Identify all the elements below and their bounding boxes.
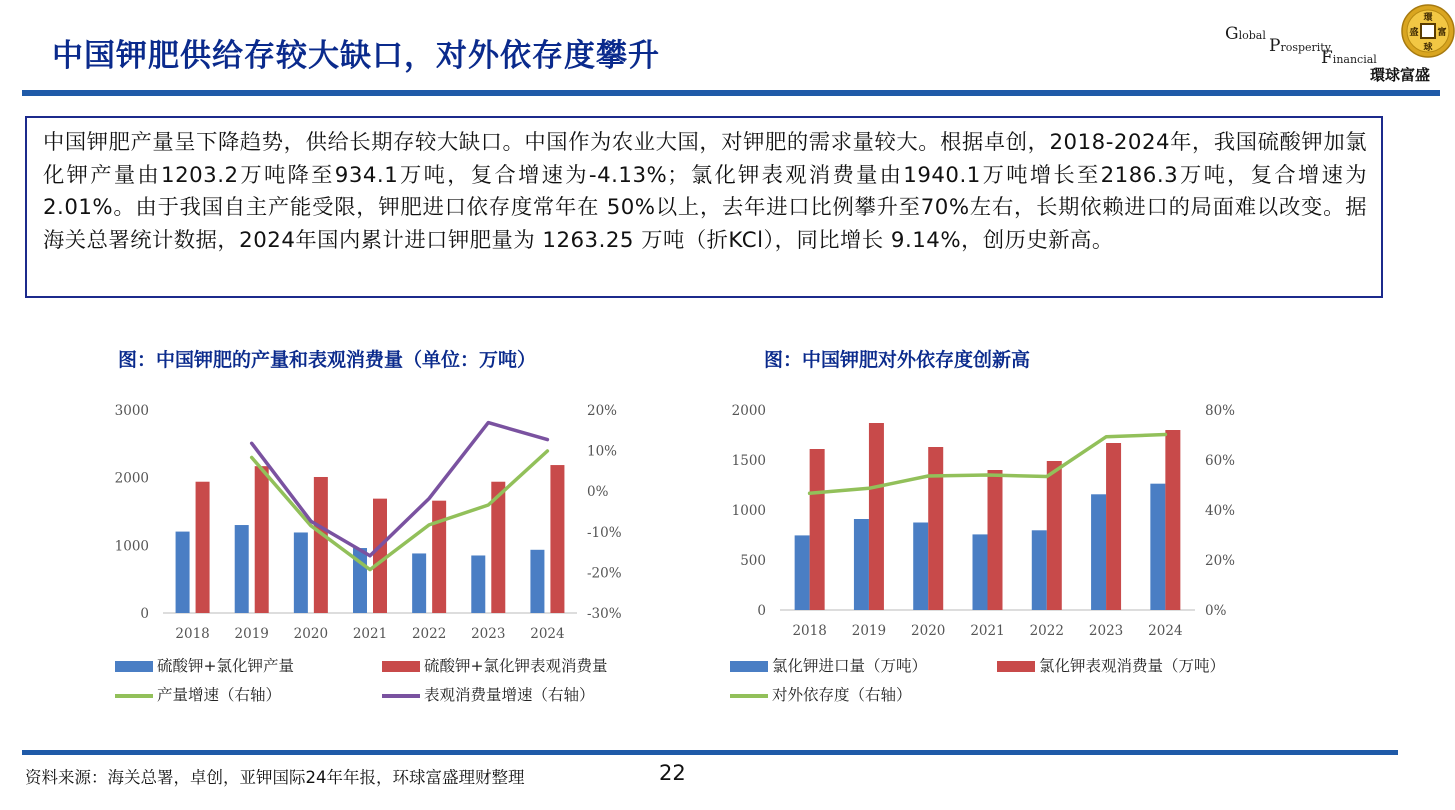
svg-text:盛: 盛: [1409, 28, 1419, 38]
chart2-bar-b: [928, 447, 943, 610]
chart2-legend: [730, 654, 1330, 709]
chart2-left-tick-label: 1500: [731, 453, 766, 469]
chart1-bar-a: [235, 525, 249, 613]
chart2-bar-b: [988, 470, 1003, 610]
chart1-legend: [115, 654, 675, 709]
chart2-title: 图：中国钾肥对外依存度创新高: [764, 349, 1031, 371]
chart1-bar-b: [432, 501, 446, 613]
chart2-bar-b: [810, 449, 825, 610]
chart1-bar-b: [373, 499, 387, 613]
chart2-left-tick-label: 0: [757, 603, 766, 619]
chart2-x-tick-label: 2024: [1148, 623, 1183, 639]
chart2-x-tick-label: 2018: [792, 623, 827, 639]
svg-text:環: 環: [1423, 13, 1433, 23]
chart2-bar-a: [913, 523, 928, 611]
chart2-bar-a: [795, 535, 810, 610]
chart1-x-tick-label: 2024: [530, 626, 565, 642]
header-divider: [22, 90, 1440, 96]
chart2-right-tick-label: 60%: [1205, 453, 1236, 469]
chart1-right-tick-label: 20%: [587, 403, 618, 419]
chart1-left-tick-label: 2000: [114, 470, 149, 487]
svg-text:富: 富: [1437, 28, 1447, 38]
source-note: 资料来源：海关总署，卓创，亚钾国际24年年报，环球富盛理财整理: [25, 768, 525, 787]
chart1-legend-production-growth: 产量增速（右轴）: [115, 683, 281, 705]
chart1-right-tick-label: -20%: [587, 565, 622, 582]
chart2-left-tick-label: 2000: [731, 403, 766, 419]
chart1-title: 图：中国钾肥的产量和表观消费量（单位：万吨）: [118, 349, 537, 371]
chart2-x-tick-label: 2020: [911, 623, 946, 639]
chart2-legend-dependency: 对外依存度（右轴）: [730, 683, 912, 705]
chart1-left-tick-label: 1000: [114, 538, 149, 555]
company-logo: Global Prosperity Financial 環 球 盛 富 環球富盛: [1225, 6, 1440, 90]
chart2-bar-b: [1165, 430, 1180, 610]
chart2-right-tick-label: 0%: [1205, 603, 1227, 619]
chart1-x-tick-label: 2022: [411, 626, 447, 642]
chart2-bar-a: [1032, 530, 1047, 610]
chart1-x-tick-label: 2020: [293, 626, 329, 642]
svg-text:球: 球: [1423, 43, 1433, 53]
chart2-bar-b: [1047, 461, 1062, 610]
chart1-right-tick-label: 0%: [587, 484, 609, 501]
chart1-x-tick-label: 2019: [234, 626, 269, 642]
chart2-x-tick-label: 2022: [1029, 623, 1064, 639]
chart2-right-tick-label: 80%: [1205, 403, 1236, 419]
chart1-x-tick-label: 2018: [175, 626, 210, 642]
chart2-x-tick-label: 2021: [970, 623, 1005, 639]
chart1-bar-b: [314, 477, 328, 613]
chart1-right-tick-label: -10%: [587, 524, 622, 541]
chart2-plot: [718, 395, 1258, 645]
chart1-left-tick-label: 3000: [114, 403, 149, 419]
chart1-bar-b: [255, 466, 269, 613]
chart2-right-tick-label: 20%: [1205, 553, 1236, 569]
chart2-bar-a: [1150, 484, 1165, 610]
footer-divider: [22, 750, 1398, 755]
chart2-left-tick-label: 500: [740, 553, 766, 569]
chart1-right-tick-label: -30%: [587, 606, 622, 622]
summary-text: 中国钾肥产量呈下降趋势，供给长期存较大缺口。中国作为农业大国，对钾肥的需求量较大。根据卓创，2018-2024年，我国硫酸钾加氯化钾产量由1203.2万吨降至934.1万吨，复合增速为-4.13%；氯化钾表观消费量由1940.1万吨增长至2186.3万吨，复合增速为2.01%。由于我国自主产能受限，钾肥进口依存度常年在 50%以上，去年进口比例攀升至70%左右，长期依赖进口的局面难以改变。据海关总署统计数据，2024年国内累计进口钾肥量为 1263.25 万吨（折KCl），同比增长 9.14%，创历史新高。: [43, 130, 1367, 253]
chart1-plot: [100, 395, 640, 645]
chart2-bar-a: [973, 534, 988, 610]
chart1-x-tick-label: 2023: [471, 626, 506, 642]
chart2-bar-a: [1091, 494, 1106, 610]
chart2-x-tick-label: 2023: [1088, 623, 1124, 639]
coin-emblem-icon: [1401, 4, 1455, 58]
chart2-legend-consumption: 氯化钾表观消费量（万吨）: [997, 654, 1225, 676]
summary-box: [25, 116, 1383, 298]
chart1-legend-consumption-growth: 表观消费量增速（右轴）: [382, 683, 595, 705]
logo-chinese-name: 環球富盛: [1369, 66, 1430, 84]
chart2-legend-imports: 氯化钾进口量（万吨）: [730, 654, 927, 676]
chart2-x-tick-label: 2019: [851, 623, 887, 639]
chart1-bar-a: [412, 553, 426, 613]
chart2-bar-b: [869, 423, 884, 610]
chart1-bar-b: [550, 465, 564, 613]
page-number: 22: [659, 761, 686, 785]
chart1-x-tick-label: 2021: [352, 626, 388, 642]
chart1-bar-b: [196, 482, 210, 613]
chart1-legend-consumption: 硫酸钾+氯化钾表观消费量: [382, 654, 608, 676]
chart1-legend-production: 硫酸钾+氯化钾产量: [115, 654, 294, 676]
chart1-bar-a: [176, 532, 190, 613]
chart2-bar-b: [1106, 443, 1121, 610]
page-title: 中国钾肥供给存较大缺口，对外依存度攀升: [52, 38, 660, 74]
chart2-bar-a: [854, 519, 869, 610]
chart1-left-tick-label: 0: [140, 606, 149, 622]
chart2-right-tick-label: 40%: [1205, 503, 1236, 519]
chart1-right-tick-label: 10%: [587, 443, 618, 460]
chart1-bar-a: [294, 532, 308, 613]
chart2-left-tick-label: 1000: [731, 503, 766, 519]
chart1-bar-a: [471, 555, 485, 613]
chart1-bar-a: [530, 550, 544, 613]
